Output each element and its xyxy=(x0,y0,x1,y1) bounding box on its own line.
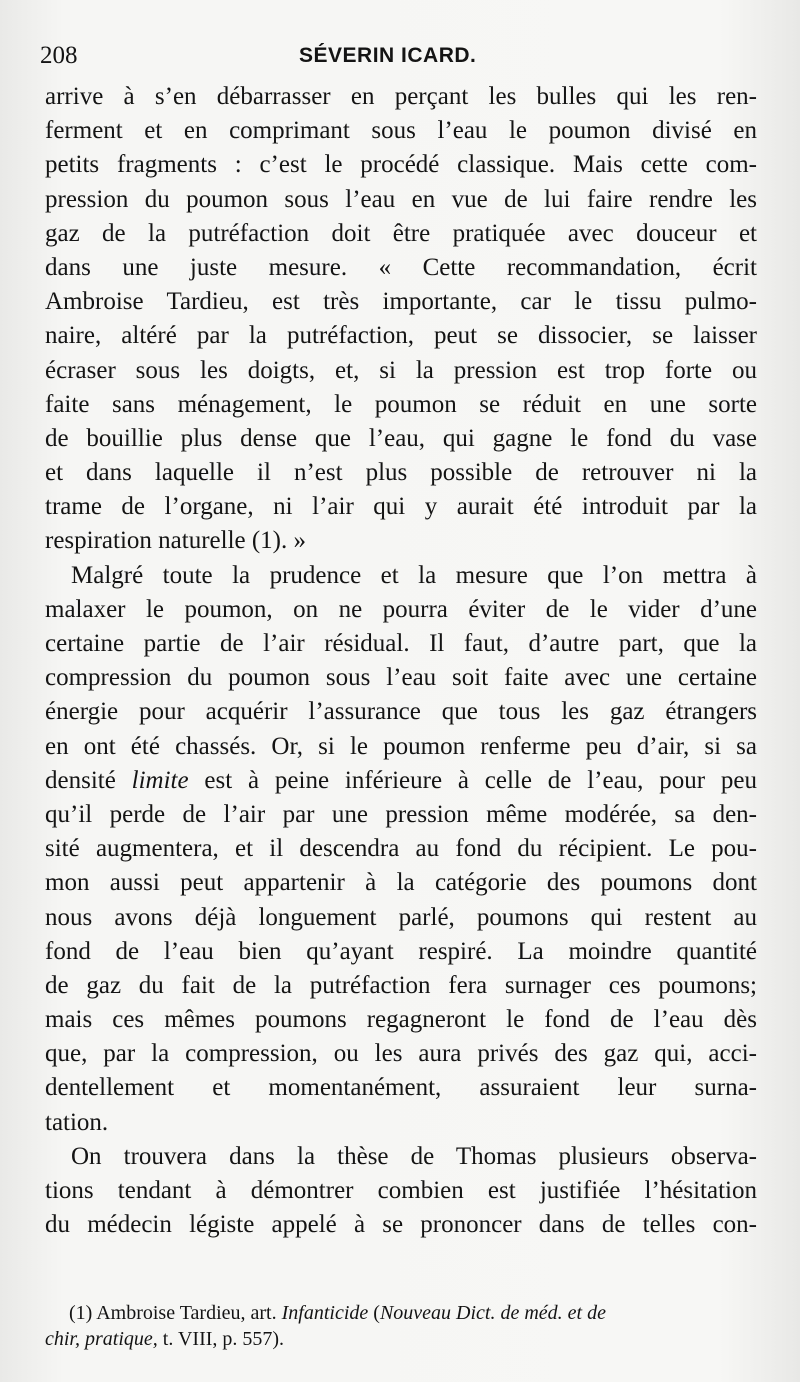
footnote xyxy=(45,1300,760,1352)
page-header xyxy=(40,40,740,72)
text-line: On trouvera dans la thèse de Thomas plusieurs observa- xyxy=(71,1142,757,1170)
footnote-fragment: t. VIII, p. 557). xyxy=(162,1328,285,1350)
text-line: respiration naturelle (1). » xyxy=(45,527,307,555)
text-line: tation. xyxy=(45,1108,109,1136)
footnote-article-title: Infanticide xyxy=(281,1302,369,1324)
footnote-fragment: ( xyxy=(373,1302,380,1324)
text-line: dentellement et momentanément, assuraient leur surna- xyxy=(45,1074,757,1102)
text-fragment: densité xyxy=(45,766,116,794)
text-line: petits fragments : c’est le procédé classique. Mais cette com- xyxy=(45,151,757,179)
text-line: sité augmentera, et il descendra au fond du récipient. Le pou- xyxy=(45,835,757,863)
body-text xyxy=(45,80,757,1242)
text-line: énergie pour acquérir l’assurance que tous les gaz étrangers xyxy=(45,698,757,726)
text-line: en ont été chassés. Or, si le poumon renferme peu d’air, si sa xyxy=(45,732,757,760)
text-line: gaz de la putréfaction doit être pratiquée avec douceur et xyxy=(45,219,757,247)
text-line: fond de l’eau bien qu’ayant respiré. La moindre quantité xyxy=(45,937,757,965)
footnote-fragment: (1) Ambroise Tardieu, art. xyxy=(69,1302,277,1324)
text-line: nous avons déjà longuement parlé, poumons qui restent au xyxy=(45,903,757,931)
text-line: Malgré toute la prudence et la mesure que l’on mettra à xyxy=(71,561,757,589)
text-line: mais ces mêmes poumons regagneront le fond de l’eau dès xyxy=(45,1006,757,1034)
text-line: du médecin légiste appelé à se prononcer dans de telles con- xyxy=(45,1211,757,1239)
footnote-source-title: Nouveau Dict. de méd. et de xyxy=(379,1302,606,1324)
text-line: compression du poumon sous l’eau soit faite avec une certaine xyxy=(45,664,757,692)
text-line: mon aussi peut appartenir à la catégorie des poumons dont xyxy=(45,869,757,897)
footnote-source-title-continued: chir, pratique, xyxy=(45,1328,158,1350)
text-line: ferment et en comprimant sous l’eau le poumon divisé en xyxy=(45,117,757,145)
text-line: et dans laquelle il n’est plus possible de retrouver ni la xyxy=(45,459,757,487)
text-line: écraser sous les doigts, et, si la pression est trop forte ou xyxy=(45,356,757,384)
italic-term: limite xyxy=(131,766,189,794)
text-line: que, par la compression, ou les aura privés des gaz qui, acci- xyxy=(45,1040,757,1068)
text-line: qu’il perde de l’air par une pression même modérée, sa den- xyxy=(45,800,757,828)
text-line: tions tendant à démontrer combien est justifiée l’hésitation xyxy=(45,1177,757,1204)
text-line: dans une juste mesure. « Cette recommandation, écrit xyxy=(45,253,757,281)
text-line: Ambroise Tardieu, est très importante, car le tissu pulmo- xyxy=(45,288,757,316)
running-head: SÉVERIN ICARD. xyxy=(299,44,477,67)
text-line: pression du poumon sous l’eau en vue de lui faire rendre les xyxy=(45,185,757,213)
footnote-line xyxy=(45,1326,760,1352)
page-number: 208 xyxy=(40,42,78,69)
text-line: arrive à s’en débarrasser en perçant les bulles qui les ren- xyxy=(45,83,757,110)
text-line: malaxer le poumon, on ne pourra éviter de le vider d’une xyxy=(45,595,757,623)
text-line: naire, altéré par la putréfaction, peut se dissocier, se laisser xyxy=(45,322,757,350)
text-line: faite sans ménagement, le poumon se réduit en une sorte xyxy=(45,390,757,418)
text-line-with-emphasis xyxy=(45,764,757,798)
text-fragment: est à peine inférieure à celle de l’eau, pour peu xyxy=(204,766,758,794)
footnote-line xyxy=(45,1300,760,1326)
text-line: certaine partie de l’air résidual. Il faut, d’autre part, que la xyxy=(45,630,757,657)
text-line: de bouillie plus dense que l’eau, qui gagne le fond du vase xyxy=(45,424,757,452)
text-line: de gaz du fait de la putréfaction fera surnager ces poumons; xyxy=(45,971,757,999)
text-line: trame de l’organe, ni l’air qui y aurait été introduit par la xyxy=(45,493,757,521)
